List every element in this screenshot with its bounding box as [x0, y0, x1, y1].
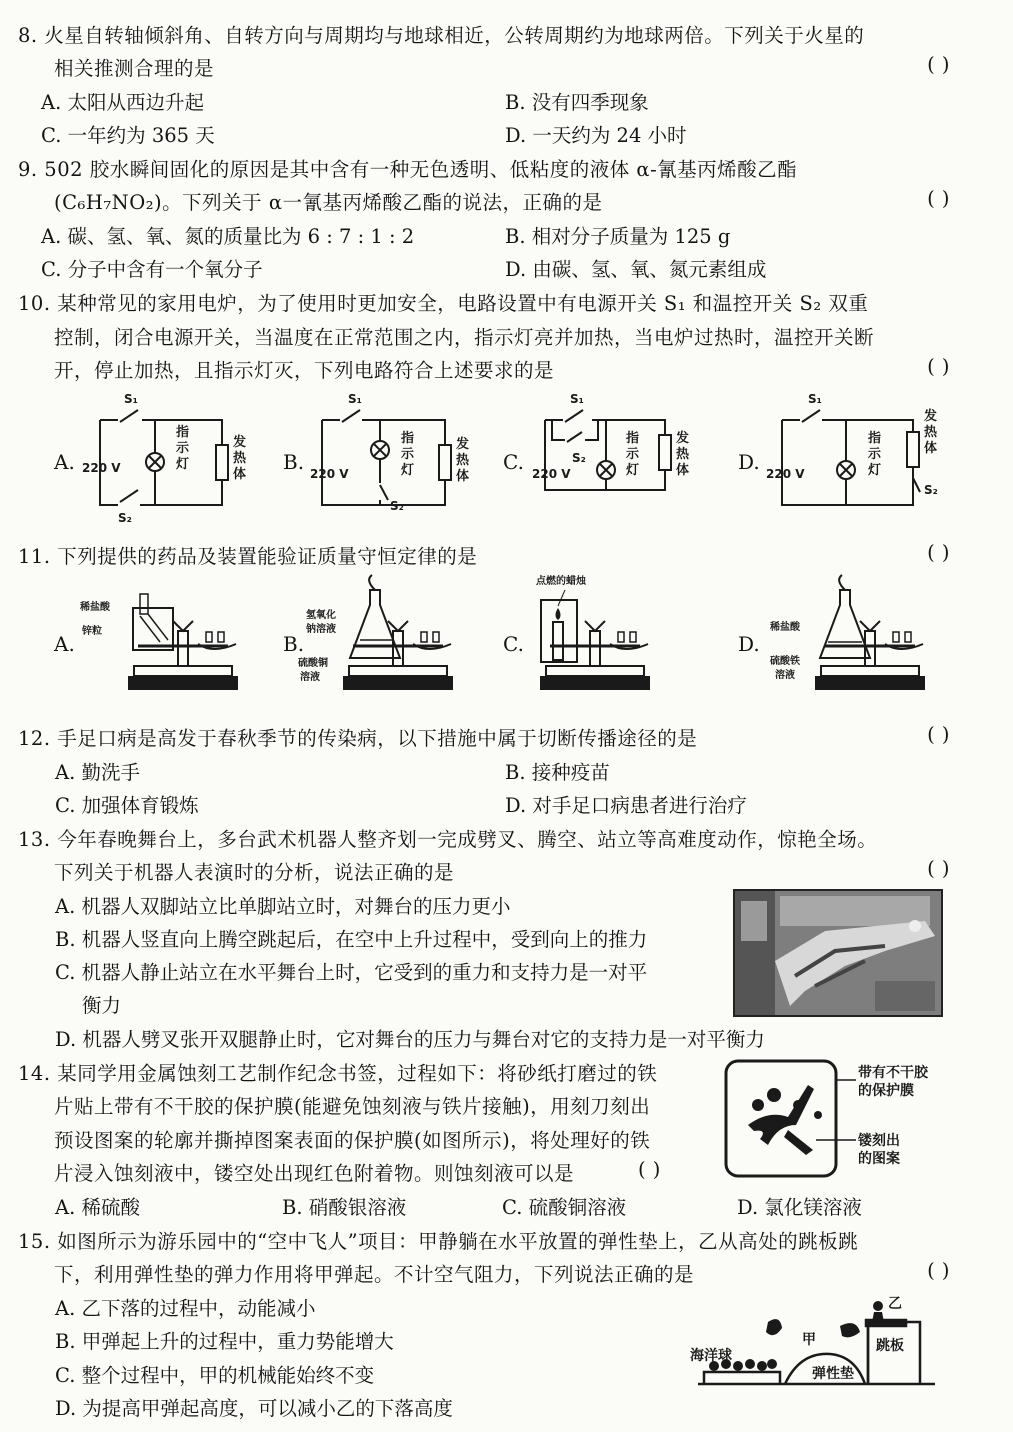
- robot-photo-image: [735, 891, 941, 1015]
- q13-option-b: B. 机器人竖直向上腾空跳起后，在空中上升过程中，受到向上的推力: [55, 928, 648, 951]
- q14-option-a: A. 稀硫酸: [55, 1196, 140, 1219]
- circuit-d-heater-char2: 热: [924, 425, 938, 440]
- q13-option-c-line2: 衡力: [82, 994, 122, 1017]
- q11-balance-diagrams: [0, 570, 1013, 705]
- q15-stem-line1: 15. 如图所示为游乐园中的“空中飞人”项目：甲静躺在水平放置的弹性垫上，乙从高处的跳板跳: [18, 1230, 859, 1253]
- circuit-a-lamp-char2: 示: [176, 441, 190, 456]
- q13-stem-line1: 13. 今年春晚舞台上，多台武术机器人整齐划一完成劈叉、腾空、站立等高难度动作，惊艳全场。: [18, 828, 878, 851]
- circuit-c-s1-label: S₁: [570, 392, 584, 406]
- q12-option-a: A. 勤洗手: [55, 761, 140, 784]
- circuit-d-s1-label: S₁: [808, 392, 822, 406]
- circuit-b-lamp-char3: 灯: [401, 463, 415, 478]
- figure-label-ocean-balls: 海洋球: [690, 1348, 732, 1364]
- q15-option-d: D. 为提高甲弹起高度，可以减小乙的下落高度: [55, 1397, 453, 1420]
- setup-d-label-3: 溶液: [775, 670, 795, 681]
- q12-stem-line1: 12. 手足口病是高发于春秋季节的传染病，以下措施中属于切断传播途径的是: [18, 727, 698, 750]
- circuit-c-voltage: 220 V: [532, 467, 571, 481]
- circuit-b-lamp-char2: 示: [401, 447, 415, 462]
- setup-d-label-1: 稀盐酸: [770, 622, 800, 633]
- q14-option-c: C. 硫酸铜溶液: [502, 1196, 627, 1219]
- q8-stem-line1: 8. 火星自转轴倾斜角、自转方向与周期均与地球相近，公转周期约为地球两倍。下列关于火星的: [18, 24, 865, 47]
- figure-label-mat: 弹性垫: [812, 1366, 854, 1382]
- q9-option-d: D. 由碳、氢、氧、氮元素组成: [505, 258, 767, 281]
- q10-circuit-diagrams: [0, 390, 1013, 530]
- circuit-b-heater-char2: 热: [456, 453, 470, 468]
- setup-a-label-zinc: 锌粒: [82, 626, 102, 637]
- q9-option-c: C. 分子中含有一个氧分子: [41, 258, 263, 281]
- setup-b-label-1: 氢氧化: [306, 610, 336, 621]
- circuit-c-lamp-char1: 指: [626, 431, 640, 446]
- q15-stem-line2: 下，利用弹性垫的弹力作用将甲弹起。不计空气阻力，下列说法正确的是: [54, 1263, 695, 1286]
- circuit-d-heater-char3: 体: [924, 441, 938, 456]
- circuit-a-heater-char1: 发: [233, 435, 247, 450]
- circuit-d-lamp-char2: 示: [868, 447, 882, 462]
- setup-a-open-beaker: [128, 594, 238, 690]
- person-yi-icon: [872, 1301, 884, 1322]
- circuit-a-lamp-char3: 灯: [176, 457, 190, 472]
- circuit-d-lamp-char3: 灯: [868, 463, 882, 478]
- circuit-b-heater-char1: 发: [456, 437, 470, 452]
- q13-option-c-line1: C. 机器人静止站立在水平舞台上时，它受到的重力和支持力是一对平: [55, 961, 648, 984]
- circuit-b-lamp-char1: 指: [401, 431, 415, 446]
- circuit-a-s1-label: S₁: [124, 392, 138, 406]
- setup-d-flask: [815, 575, 925, 690]
- q10-circuit-c-label: C.: [503, 450, 524, 474]
- q11-setup-d-label: D.: [738, 632, 760, 656]
- bookmark-label-film-2: 的保护膜: [858, 1083, 914, 1099]
- setup-b-flask: [343, 575, 453, 690]
- q8-option-d: D. 一天约为 24 小时: [505, 124, 687, 147]
- q11-setup-b-label: B.: [283, 632, 305, 656]
- q8-option-c: C. 一年约为 365 天: [41, 124, 215, 147]
- q11-setup-c-label: C.: [503, 632, 524, 656]
- bookmark-label-pattern-2: 的图案: [858, 1151, 900, 1167]
- circuit-d-voltage: 220 V: [766, 467, 805, 481]
- q15-option-a: A. 乙下落的过程中，动能减小: [55, 1297, 316, 1320]
- circuit-c-heater-char1: 发: [676, 431, 690, 446]
- q10-stem-line2: 控制，闭合电源开关，当温度在正常范围之内，指示灯亮并加热，当电炉过热时，温控开关断: [54, 326, 875, 349]
- bookmark-label-pattern-1: 镂刻出: [858, 1133, 900, 1149]
- setup-c-candle-beaker: [540, 590, 650, 690]
- circuit-d-heater-char1: 发: [924, 409, 938, 424]
- setup-b-label-2: 钠溶液: [306, 624, 336, 635]
- circuit-d-lamp-char1: 指: [868, 431, 882, 446]
- q9-answer-blank: ( ): [927, 187, 950, 210]
- circuit-a: [100, 410, 228, 505]
- figure-label-jia: 甲: [802, 1332, 816, 1348]
- circuit-a-heater-char3: 体: [233, 467, 247, 482]
- q14-answer-blank: ( ): [638, 1158, 661, 1181]
- q14-option-d: D. 氯化镁溶液: [737, 1196, 862, 1219]
- q8-stem-line2: 相关推测合理的是: [54, 57, 215, 80]
- q10-circuit-a-label: A.: [54, 450, 75, 474]
- q15-answer-blank: ( ): [927, 1259, 950, 1282]
- circuit-d-s2-label: S₂: [924, 483, 938, 497]
- circuit-c-s2-label: S₂: [572, 451, 586, 465]
- q10-circuit-b-label: B.: [283, 450, 305, 474]
- setup-a-label-acid: 稀盐酸: [80, 602, 110, 613]
- q14-option-b: B. 硝酸银溶液: [282, 1196, 407, 1219]
- circuit-a-s2-label: S₂: [118, 511, 132, 525]
- setup-b-label-3: 硫酸铜: [298, 658, 328, 669]
- q14-stem-line3: 预设图案的轮廓并撕掉图案表面的保护膜(如图所示)，将处理好的铁: [54, 1129, 651, 1152]
- q9-stem-line1: 9. 502 胶水瞬间固化的原因是其中含有一种无色透明、低粘度的液体 α-氰基丙烯酸乙酯: [18, 158, 798, 181]
- q13-answer-blank: ( ): [927, 857, 950, 880]
- circuit-b-heater-char3: 体: [456, 469, 470, 484]
- setup-b-label-4: 溶液: [300, 672, 320, 683]
- circuit-c-heater-char2: 热: [676, 447, 690, 462]
- q12-option-b: B. 接种疫苗: [505, 761, 610, 784]
- q9-stem-line2: (C₆H₇NO₂)。下列关于 α一氰基丙烯酸乙酯的说法，正确的是: [54, 191, 603, 214]
- q10-stem-line3: 开，停止加热，且指示灯灭，下列电路符合上述要求的是: [54, 359, 555, 382]
- circuit-c-lamp-char3: 灯: [626, 463, 640, 478]
- q10-answer-blank: ( ): [927, 355, 950, 378]
- q13-option-d: D. 机器人劈叉张开双腿静止时，它对舞台的压力与舞台对它的支持力是一对平衡力: [55, 1028, 765, 1051]
- setup-c-label-candle: 点燃的蜡烛: [536, 576, 586, 587]
- q10-stem-line1: 10. 某种常见的家用电炉，为了使用时更加安全，电路设置中有电源开关 S₁ 和温控开关 S₂ 双重: [18, 292, 869, 315]
- q9-option-a: A. 碳、氢、氧、氮的质量比为 6 : 7 : 1 : 2: [41, 225, 415, 248]
- circuit-a-heater-char2: 热: [233, 451, 247, 466]
- q12-answer-blank: ( ): [927, 723, 950, 746]
- sky-flyer-figure: [690, 1292, 950, 1402]
- q14-stem-line2: 片贴上带有不干胶的保护膜(能避免蚀刻液与铁片接触)，用刻刀刻出: [54, 1095, 651, 1118]
- circuit-d: [782, 410, 920, 505]
- circuit-b-voltage: 220 V: [310, 467, 349, 481]
- q15-option-c: C. 整个过程中，甲的机械能始终不变: [55, 1364, 375, 1387]
- circuit-b: [322, 410, 451, 505]
- q15-option-b: B. 甲弹起上升的过程中，重力势能增大: [55, 1330, 394, 1353]
- q12-option-c: C. 加强体育锻炼: [55, 794, 199, 817]
- circuit-a-voltage: 220 V: [82, 461, 121, 475]
- q9-option-b: B. 相对分子质量为 125 g: [505, 225, 731, 248]
- q11-answer-blank: ( ): [927, 541, 950, 564]
- q8-answer-blank: ( ): [927, 53, 950, 76]
- figure-label-yi: 乙: [888, 1296, 902, 1312]
- robot-performance-photo: [733, 889, 943, 1017]
- q8-option-b: B. 没有四季现象: [505, 91, 649, 114]
- circuit-b-s1-label: S₁: [348, 392, 362, 406]
- circuit-c-lamp-char2: 示: [626, 447, 640, 462]
- figure-label-board: 跳板: [876, 1338, 904, 1354]
- circuit-b-s2-label: S₂: [390, 499, 404, 513]
- q14-stem-line1: 14. 某同学用金属蚀刻工艺制作纪念书签，过程如下：将砂纸打磨过的铁: [18, 1062, 658, 1085]
- q12-option-d: D. 对手足口病患者进行治疗: [505, 794, 747, 817]
- circuit-a-lamp-char1: 指: [176, 425, 190, 440]
- circuit-c-heater-char3: 体: [676, 463, 690, 478]
- q11-stem-line1: 11. 下列提供的药品及装置能验证质量守恒定律的是: [18, 545, 478, 568]
- bookmark-label-film-1: 带有不干胶: [858, 1065, 928, 1081]
- q13-stem-line2: 下列关于机器人表演时的分析，说法正确的是: [54, 861, 455, 884]
- q13-option-a: A. 机器人双脚站立比单脚站立时，对舞台的压力更小: [55, 895, 511, 918]
- q10-circuit-d-label: D.: [738, 450, 760, 474]
- bookmark-etching-figure: [718, 1055, 968, 1185]
- flying-person-icon: [840, 1323, 860, 1337]
- q8-option-a: A. 太阳从西边升起: [41, 91, 204, 114]
- q11-setup-a-label: A.: [54, 632, 75, 656]
- person-jia-icon: [766, 1319, 782, 1335]
- setup-d-label-2: 硫酸铁: [770, 656, 800, 667]
- q14-stem-line4: 片浸入蚀刻液中，镂空处出现红色附着物。则蚀刻液可以是: [54, 1162, 575, 1185]
